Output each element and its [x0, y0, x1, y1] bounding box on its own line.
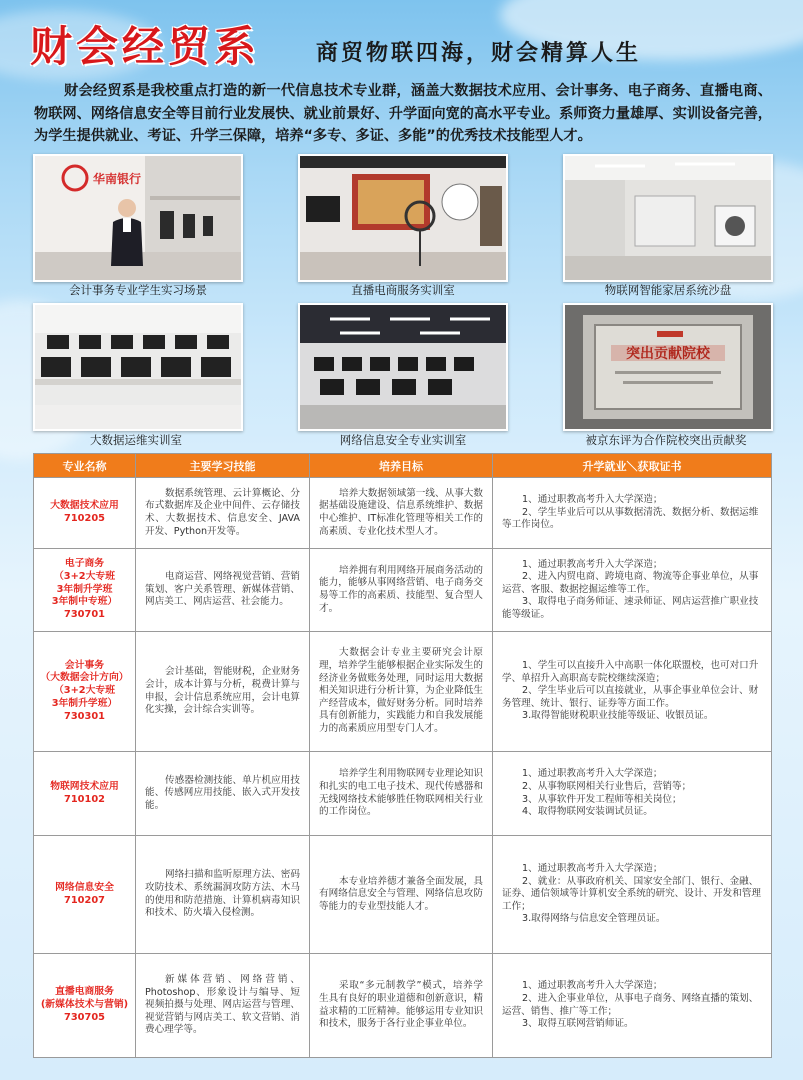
- goal-cell: 采取“多元制教学”模式，培养学生具有良好的职业道德和创新意识，精益求精的工匠精神。能够运用专业知识和技术，服务于各行业企事业单位。: [310, 954, 493, 1058]
- page-slogan: 商贸物联四海，财会精算人生: [316, 40, 642, 66]
- goal-cell: 培养大数据领域第一线、从事大数据基础设施建设、信息系统维护、数据中心维护、IT标准化管理等相关工作的高素质、专业化技术型人才。: [310, 478, 493, 549]
- table-row: [34, 632, 772, 752]
- career-item: 2、学生毕业后可以从事数据清洗、数据分析、数据运维等工作岗位。: [502, 506, 759, 531]
- career-item: 2、从事物联网相关行业售后，营销等；: [522, 780, 692, 792]
- career-item: 3.取得网络与信息安全管理员证。: [522, 913, 666, 925]
- photo-caption: 被京东评为合作院校突出贡献奖: [585, 433, 747, 447]
- program-code: 710205: [64, 513, 105, 524]
- program-code: 730701: [64, 609, 105, 621]
- career-item: 3、取得电子商务师证、速录师证、网店运营推广职业技能等级证。: [502, 596, 759, 620]
- program-name-detail: 3年制升学班）: [51, 697, 118, 709]
- career-item: 1、通过职教高考升入大学深造；: [522, 558, 663, 570]
- program-name: 物联网技术应用: [50, 780, 119, 792]
- table-row: [34, 549, 772, 632]
- header-skills: 主要学习技能: [136, 454, 310, 478]
- program-code: 710102: [64, 793, 105, 805]
- career-cell: [493, 632, 772, 752]
- career-item: 1、通过职教高考升入大学深造；: [522, 980, 663, 992]
- program-name: 直播电商服务: [55, 986, 114, 998]
- career-item: 2、学生毕业后可以直接就业，从事企事业单位会计、财务管理、统计、银行、证券等方面工作。: [502, 685, 759, 709]
- program-name: 电子商务: [64, 558, 105, 569]
- photo-caption: 会计事务专业学生实习场景: [69, 283, 207, 297]
- program-name-cell: [34, 836, 136, 954]
- program-name-detail: （大数据会计方向）: [40, 672, 129, 684]
- career-item: 3、取得互联网营销师证。: [522, 1018, 634, 1030]
- program-name-cell: [34, 632, 136, 752]
- program-code: 730705: [64, 1011, 105, 1023]
- program-table: [33, 453, 771, 1058]
- goal-cell: 本专业培养德才兼备全面发展，具有网络信息安全与管理、网络信息攻防等能力的专业型技能人才。: [310, 836, 493, 954]
- program-name: 会计事务: [64, 659, 105, 671]
- photo-caption: 网络信息安全专业实训室: [339, 433, 467, 447]
- program-name-detail: （3+2大专班: [53, 570, 116, 582]
- photo-accounting-practice: [33, 154, 243, 282]
- career-item: 1、通过职教高考升入大学深造；: [522, 863, 663, 875]
- photo-big-data-lab: [33, 303, 243, 431]
- career-item: 2、进入内贸电商、跨境电商、物流等企事业单位，从事运营、客服、数据挖掘运维等工作。: [502, 571, 759, 595]
- skills-cell: 网络扫描和监听原理方法、密码攻防技术、系统漏洞攻防方法、木马的使用和防范措施、计算机病毒知识和技术、防火墙入侵检测。: [136, 836, 310, 954]
- career-item: 3、从事软件开发工程师等相关岗位；: [522, 793, 682, 805]
- career-item: 2、就业：从事政府机关、国家安全部门、银行、金融、证券、通信领域等计算机安全系统的研究、设计、开发和管理工作；: [502, 875, 762, 912]
- photo-smart-home-sandbox: [563, 154, 773, 282]
- table-row: [34, 954, 772, 1058]
- program-name-cell: [34, 752, 136, 836]
- page-header: [0, 0, 803, 80]
- photo-network-security-lab-image: [300, 305, 506, 429]
- header-goal: 培养目标: [310, 454, 493, 478]
- photo-jd-award-plaque: [563, 303, 773, 431]
- page-title: 财会经贸系: [30, 22, 261, 71]
- career-item: 2、进入企事业单位，从事电子商务、网络直播的策划、运营、销售、推广等工作；: [502, 992, 759, 1017]
- career-item: 4、取得物联网安装调试员证。: [522, 806, 653, 818]
- photo-caption: 物联网智能家居系统沙盘: [604, 283, 732, 297]
- photo-accounting-practice-image: [35, 156, 241, 280]
- skills-cell: 电商运营、网络视觉营销、营销策划、客户关系管理、新媒体营销、网店美工、网店运营、社会能力。: [136, 549, 310, 632]
- photo-smart-home-sandbox-image: [565, 156, 771, 280]
- photo-caption: 大数据运维实训室: [90, 433, 182, 447]
- career-cell: [493, 752, 772, 836]
- skills-cell: 新媒体营销、网络营销、Photoshop、形象设计与编导、短视频拍摄与处理、网店运营与管理、视觉营销与网店美工、软文营销、消费心理学等。: [136, 954, 310, 1058]
- career-item: 3.取得智能财税职业技能等级证、收银员证。: [522, 710, 714, 722]
- skills-cell: 会计基础，智能财税，企业财务会计，成本计算与分析，税费计算与申报，会计信息系统应用，会计电算化实操，会计综合实训等。: [136, 632, 310, 752]
- goal-cell: 培养学生利用物联网专业理论知识和扎实的电工电子技术、现代传感器和无线网络技术能够胜任物联网相关行业的工作岗位。: [310, 752, 493, 836]
- career-item: 1、学生可以直接升入中高职一体化联盟校，也可对口升学、单招升入高职高专院校继续深造；: [502, 660, 759, 684]
- photo-caption: 直播电商服务实训室: [351, 283, 455, 297]
- header-career: 升学就业＼获取证书: [493, 454, 772, 478]
- photo-big-data-lab-image: [35, 305, 241, 429]
- goal-cell: 培养拥有利用网络开展商务活动的能力，能够从事网络营销、电子商务交易等工作的高素质、技能型、复合型人才。: [310, 549, 493, 632]
- program-name-cell: [34, 478, 136, 549]
- career-item: 1、通过职教高考升入大学深造；: [522, 768, 663, 780]
- program-name-cell: [34, 549, 136, 632]
- table-row: [34, 836, 772, 954]
- table-row: [34, 752, 772, 836]
- program-name-detail: （3+2大专班: [53, 685, 116, 697]
- goal-cell: 大数据会计专业主要研究会计原理，培养学生能够根据企业实际发生的经济业务做账务处理，同时运用大数据相关知识进行分析计算，为企业降低生产经营成本，做好财务分析。同时培养具有创新能力，实践能力和自我发展能力的高素质应用型专门人才。: [310, 632, 493, 752]
- skills-cell: 数据系统管理、云计算概论、分布式数据库及企业中间件、云存储技术、大数据技术、信息安全、JAVA开发、Python开发等。: [136, 478, 310, 549]
- career-cell: [493, 549, 772, 632]
- program-name-detail: 3年制升学班: [56, 583, 113, 595]
- intro-paragraph: 财会经贸系是我校重点打造的新一代信息技术专业群，涵盖大数据技术应用、会计事务、电子商务、直播电商、物联网、网络信息安全等目前行业发展快、就业前景好、升学面向宽的高水平专业。系师资力量雄厚、实训设备完善，为学生提供就业、考证、升学三保障，培养“多专、多证、多能”的优秀技术技能型人才。: [34, 83, 772, 144]
- career-cell: [493, 478, 772, 549]
- program-code: 710207: [64, 894, 105, 906]
- bank-sign-text: 华南银行: [93, 172, 142, 186]
- skills-cell: 传感器检测技能、单片机应用技能、传感网应用技能、嵌入式开发技能。: [136, 752, 310, 836]
- career-cell: [493, 954, 772, 1058]
- program-table-grid: [33, 453, 772, 1058]
- program-name-detail: (新媒体技术与营销): [40, 999, 129, 1011]
- program-name-detail: 3年制中专班）: [51, 596, 118, 608]
- photo-live-streaming-room-image: [300, 156, 506, 280]
- program-name: 大数据技术应用: [50, 500, 119, 512]
- photo-jd-award-plaque-image: [565, 305, 771, 429]
- program-name: 网络信息安全: [55, 881, 114, 893]
- program-code: 730301: [64, 710, 105, 722]
- career-item: 1、通过职教高考升入大学深造；: [522, 494, 663, 506]
- program-name-cell: [34, 954, 136, 1058]
- career-cell: [493, 836, 772, 954]
- table-header-row: [34, 454, 772, 478]
- header-program-name: 专业名称: [34, 454, 136, 478]
- photo-live-streaming-room: [298, 154, 508, 282]
- plaque-text: 突出贡献院校: [626, 345, 710, 361]
- table-row: [34, 478, 772, 549]
- photo-network-security-lab: [298, 303, 508, 431]
